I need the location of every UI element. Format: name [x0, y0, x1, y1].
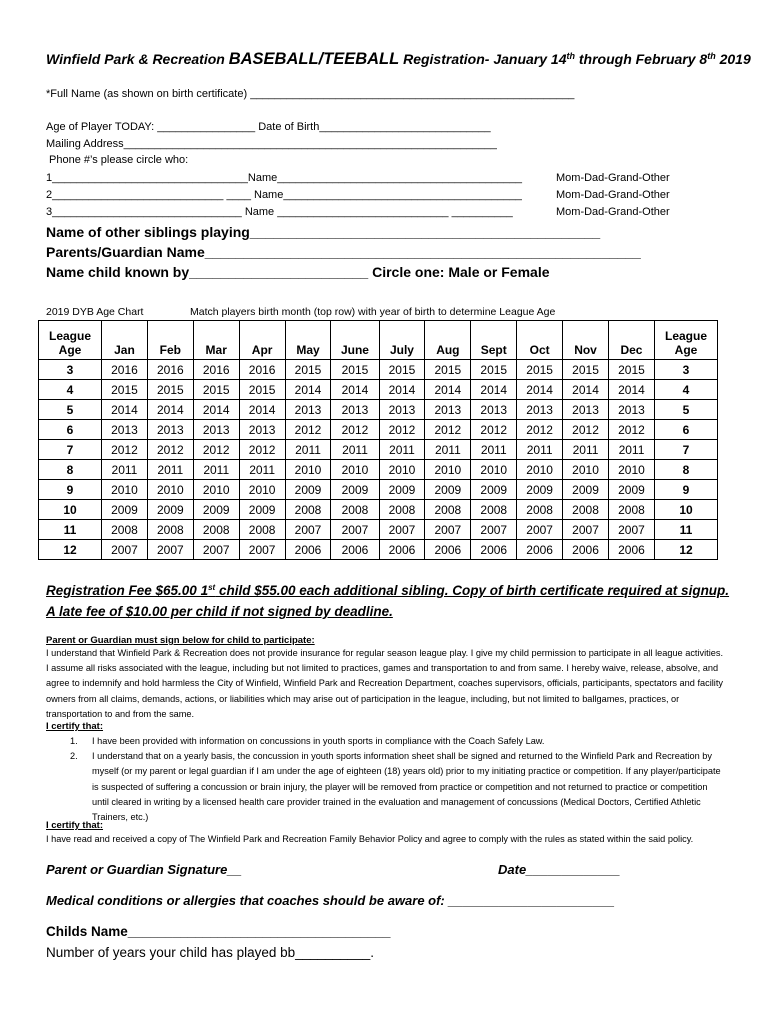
birth-year-cell: 2015	[471, 360, 517, 380]
phone-2-field[interactable]: 2____________________________ ____ Name_______________________________________	[46, 189, 522, 201]
birth-year-cell: 2007	[471, 520, 517, 540]
certify-heading-2: I certify that:	[46, 820, 104, 831]
birth-year-cell: 2014	[285, 380, 331, 400]
birth-year-cell: 2012	[331, 420, 379, 440]
certify-item-1-num: 1.	[70, 736, 78, 746]
birth-year-cell: 2013	[425, 400, 471, 420]
header-month: Mar	[193, 321, 239, 360]
birth-year-cell: 2014	[471, 380, 517, 400]
birth-year-cell: 2012	[239, 440, 285, 460]
header-league-label: League	[664, 329, 707, 343]
birth-year-cell: 2014	[608, 380, 654, 400]
header-month: Sept	[471, 321, 517, 360]
birth-year-cell: 2008	[471, 500, 517, 520]
league-age-cell: 7	[655, 440, 718, 460]
birth-year-cell: 2010	[102, 480, 148, 500]
birth-year-cell: 2010	[239, 480, 285, 500]
birth-year-cell: 2009	[425, 480, 471, 500]
birth-year-cell: 2016	[147, 360, 193, 380]
fee-line-1-sup: st	[208, 583, 216, 592]
phone-1-relation[interactable]: Mom-Dad-Grand-Other	[556, 172, 670, 184]
birth-year-cell: 2006	[608, 540, 654, 560]
league-age-cell: 9	[655, 480, 718, 500]
birth-year-cell: 2008	[563, 500, 609, 520]
birth-year-cell: 2011	[102, 460, 148, 480]
title-main: BASEBALL/TEEBALL	[228, 50, 400, 68]
birth-year-cell: 2016	[239, 360, 285, 380]
certify-heading-1: I certify that:	[46, 721, 104, 732]
birth-year-cell: 2008	[147, 520, 193, 540]
childs-name-field[interactable]: Childs Name___________________________________	[46, 924, 391, 939]
header-month: Dec	[608, 321, 654, 360]
birth-year-cell: 2015	[379, 360, 425, 380]
certify-item-2-text: I understand that on a yearly basis, the concussion in youth sports information sheet shall be signed and returned to the Winfield Park and Recreation by myself (or my parent or legal guardian if I am under the age of eighteen (18) years old) prior to my initiating practice or competition. If any player/participate is suspected of suffering a concussion or brain injury, the player will be removed from practice or competition and not returned to practice or competition until cleared in writing by a licensed health care provider trained in the evaluation and management of concussions (Medical Doctors, Certified Athletic Trainers, etc.)	[92, 751, 721, 823]
birth-year-cell: 2010	[608, 460, 654, 480]
birth-year-cell: 2013	[379, 400, 425, 420]
league-age-cell: 10	[39, 500, 102, 520]
header-league-age-left	[39, 321, 102, 360]
parent-signature-field[interactable]: Parent or Guardian Signature__	[46, 862, 242, 877]
birth-year-cell: 2015	[608, 360, 654, 380]
waiver-heading: Parent or Guardian must sign below for child to participate:	[46, 635, 315, 646]
table-row	[39, 380, 718, 400]
birth-year-cell: 2008	[193, 520, 239, 540]
birth-year-cell: 2013	[608, 400, 654, 420]
birth-year-cell: 2009	[285, 480, 331, 500]
birth-year-cell: 2006	[517, 540, 563, 560]
birth-year-cell: 2014	[517, 380, 563, 400]
birth-year-cell: 2009	[147, 500, 193, 520]
birth-year-cell: 2006	[471, 540, 517, 560]
table-row	[39, 480, 718, 500]
certify-item-2	[46, 749, 726, 825]
years-played-field[interactable]: Number of years your child has played bb__________.	[46, 945, 374, 960]
birth-year-cell: 2011	[425, 440, 471, 460]
league-age-cell: 7	[39, 440, 102, 460]
table-row	[39, 420, 718, 440]
birth-year-cell: 2015	[425, 360, 471, 380]
birth-year-cell: 2007	[147, 540, 193, 560]
league-age-cell: 3	[39, 360, 102, 380]
title-prefix: Winfield Park & Recreation	[46, 51, 229, 67]
birth-year-cell: 2006	[379, 540, 425, 560]
birth-year-cell: 2007	[193, 540, 239, 560]
birth-year-cell: 2006	[331, 540, 379, 560]
league-age-cell: 6	[655, 420, 718, 440]
birth-year-cell: 2010	[331, 460, 379, 480]
birth-year-cell: 2012	[147, 440, 193, 460]
birth-year-cell: 2009	[471, 480, 517, 500]
birth-year-cell: 2008	[379, 500, 425, 520]
birth-year-cell: 2009	[102, 500, 148, 520]
birth-year-cell: 2011	[379, 440, 425, 460]
birth-year-cell: 2007	[285, 520, 331, 540]
birth-year-cell: 2015	[563, 360, 609, 380]
league-age-cell: 12	[655, 540, 718, 560]
birth-year-cell: 2012	[563, 420, 609, 440]
birth-year-cell: 2007	[425, 520, 471, 540]
birth-year-cell: 2007	[331, 520, 379, 540]
full-name-field[interactable]: *Full Name (as shown on birth certificate) _____________________________________________________	[46, 88, 575, 100]
birth-year-cell: 2010	[285, 460, 331, 480]
birth-year-cell: 2014	[563, 380, 609, 400]
birth-year-cell: 2015	[517, 360, 563, 380]
phone-2-relation[interactable]: Mom-Dad-Grand-Other	[556, 189, 670, 201]
birth-year-cell: 2013	[471, 400, 517, 420]
birth-year-cell: 2012	[285, 420, 331, 440]
birth-year-cell: 2011	[147, 460, 193, 480]
league-age-cell: 11	[655, 520, 718, 540]
birth-year-cell: 2010	[517, 460, 563, 480]
league-age-cell: 12	[39, 540, 102, 560]
birth-year-cell: 2008	[239, 520, 285, 540]
birth-year-cell: 2011	[471, 440, 517, 460]
title-suffix-3: 2019	[715, 51, 751, 67]
mailing-address-field[interactable]: Mailing Address_____________________________________________________________	[46, 138, 497, 150]
birth-year-cell: 2009	[608, 480, 654, 500]
certify-item-1-text: I have been provided with information on concussions in youth sports in compliance with the Coach Safely Law.	[92, 736, 545, 746]
header-month: Jan	[102, 321, 148, 360]
header-age-label: Age	[674, 343, 698, 357]
league-age-cell: 8	[39, 460, 102, 480]
header-month: Aug	[425, 321, 471, 360]
birth-year-cell: 2009	[563, 480, 609, 500]
birth-year-cell: 2015	[193, 380, 239, 400]
birth-year-cell: 2007	[563, 520, 609, 540]
birth-year-cell: 2012	[517, 420, 563, 440]
fee-line-1	[46, 583, 729, 598]
fee-line-2: A late fee of $10.00 per child if not signed by deadline.	[46, 604, 393, 619]
birth-year-cell: 2016	[193, 360, 239, 380]
phone-3-field[interactable]: 3_______________________________ Name ____________________________ __________	[46, 206, 513, 218]
age-dob-field[interactable]: Age of Player TODAY: ________________ Date of Birth____________________________	[46, 121, 491, 133]
header-month: May	[285, 321, 331, 360]
league-age-cell: 10	[655, 500, 718, 520]
league-age-cell: 9	[39, 480, 102, 500]
birth-year-cell: 2013	[331, 400, 379, 420]
birth-year-cell: 2007	[239, 540, 285, 560]
title-sup-2: th	[707, 51, 716, 61]
birth-year-cell: 2009	[331, 480, 379, 500]
medical-conditions-field[interactable]: Medical conditions or allergies that coaches should be aware of: _______________________	[46, 893, 615, 908]
birth-year-cell: 2010	[471, 460, 517, 480]
header-month: Oct	[517, 321, 563, 360]
birth-year-cell: 2008	[608, 500, 654, 520]
table-row	[39, 520, 718, 540]
birth-year-cell: 2011	[563, 440, 609, 460]
phone-1-field[interactable]: 1________________________________Name________________________________________	[46, 172, 522, 184]
league-age-cell: 5	[655, 400, 718, 420]
fee-line-1a: Registration Fee $65.00 1	[46, 583, 209, 598]
title-sup-1: th	[566, 51, 575, 61]
phone-3-relation[interactable]: Mom-Dad-Grand-Other	[556, 206, 670, 218]
league-age-cell: 3	[655, 360, 718, 380]
birth-year-cell: 2010	[147, 480, 193, 500]
birth-year-cell: 2013	[193, 420, 239, 440]
policy-paragraph: I have read and received a copy of The Winfield Park and Recreation Family Behavior Policy and agree to comply with the rules as stated within the said policy.	[46, 834, 694, 844]
title-suffix-1: Registration- January 14	[399, 51, 567, 67]
header-month: June	[331, 321, 379, 360]
birth-year-cell: 2010	[563, 460, 609, 480]
form-title	[46, 50, 751, 69]
header-month: Feb	[147, 321, 193, 360]
birth-year-cell: 2014	[379, 380, 425, 400]
birth-year-cell: 2015	[102, 380, 148, 400]
birth-year-cell: 2015	[147, 380, 193, 400]
birth-year-cell: 2010	[379, 460, 425, 480]
birth-year-cell: 2014	[239, 400, 285, 420]
birth-year-cell: 2010	[425, 460, 471, 480]
certify-item-2-num: 2.	[70, 751, 78, 762]
table-row	[39, 460, 718, 480]
table-row	[39, 360, 718, 380]
table-row	[39, 540, 718, 560]
birth-year-cell: 2014	[193, 400, 239, 420]
header-month: July	[379, 321, 425, 360]
birth-year-cell: 2006	[563, 540, 609, 560]
birth-year-cell: 2009	[239, 500, 285, 520]
birth-year-cell: 2008	[102, 520, 148, 540]
table-row	[39, 500, 718, 520]
birth-year-cell: 2008	[331, 500, 379, 520]
date-field[interactable]: Date_____________	[498, 862, 621, 877]
birth-year-cell: 2014	[102, 400, 148, 420]
birth-year-cell: 2008	[285, 500, 331, 520]
chart-caption-left: 2019 DYB Age Chart	[46, 306, 144, 318]
birth-year-cell: 2008	[517, 500, 563, 520]
certify-list	[46, 734, 726, 825]
league-age-cell: 6	[39, 420, 102, 440]
birth-year-cell: 2016	[102, 360, 148, 380]
league-age-cell: 8	[655, 460, 718, 480]
siblings-field[interactable]: Name of other siblings playing_____________________________________________	[46, 224, 601, 240]
league-age-cell: 5	[39, 400, 102, 420]
birth-year-cell: 2013	[102, 420, 148, 440]
birth-year-cell: 2007	[102, 540, 148, 560]
birth-year-cell: 2014	[425, 380, 471, 400]
birth-year-cell: 2008	[425, 500, 471, 520]
birth-year-cell: 2011	[239, 460, 285, 480]
birth-year-cell: 2013	[563, 400, 609, 420]
birth-year-cell: 2009	[379, 480, 425, 500]
header-month: Apr	[239, 321, 285, 360]
birth-year-cell: 2014	[147, 400, 193, 420]
birth-year-cell: 2013	[517, 400, 563, 420]
fee-line-1b: child $55.00 each additional sibling. Copy of birth certificate required at signup.	[215, 583, 730, 598]
table-row	[39, 400, 718, 420]
age-chart-table	[38, 320, 718, 560]
birth-year-cell: 2014	[331, 380, 379, 400]
age-chart-header-row	[39, 321, 718, 360]
birth-year-cell: 2015	[285, 360, 331, 380]
header-league-label: League	[48, 329, 91, 343]
certify-item-1	[46, 734, 726, 749]
chart-caption-right: Match players birth month (top row) with year of birth to determine League Age	[190, 306, 556, 318]
birth-year-cell: 2012	[193, 440, 239, 460]
birth-year-cell: 2011	[517, 440, 563, 460]
birth-year-cell: 2012	[471, 420, 517, 440]
birth-year-cell: 2013	[147, 420, 193, 440]
birth-year-cell: 2011	[285, 440, 331, 460]
league-age-cell: 11	[39, 520, 102, 540]
header-month: Nov	[563, 321, 609, 360]
league-age-cell: 4	[655, 380, 718, 400]
title-suffix-2: through February 8	[574, 51, 708, 67]
birth-year-cell: 2009	[517, 480, 563, 500]
birth-year-cell: 2009	[193, 500, 239, 520]
birth-year-cell: 2011	[331, 440, 379, 460]
known-by-field[interactable]: Name child known by_______________________ Circle one: Male or Female	[46, 264, 550, 280]
birth-year-cell: 2012	[102, 440, 148, 460]
birth-year-cell: 2015	[331, 360, 379, 380]
birth-year-cell: 2006	[425, 540, 471, 560]
birth-year-cell: 2011	[193, 460, 239, 480]
birth-year-cell: 2012	[608, 420, 654, 440]
birth-year-cell: 2012	[425, 420, 471, 440]
waiver-paragraph: I understand that Winfield Park & Recreation does not provide insurance for regular season league play. I give my child permission to participate in all league activities. I assume all risks associated with the league, including but not limited to practices, games and transportation to and from same. I hereby waive, release, absolve, and agree to indemnify and hold harmless the City of Winfield, Winfield Park and Recreation Department, coaches supervisors, officials, participants, spectators and facility owners from all claims, demands, actions, or liabilities which may arise out of participation in the league, including, but not limited to ballgames, practices, or transportation to and from the same.	[46, 648, 724, 719]
birth-year-cell: 2007	[517, 520, 563, 540]
parents-guardian-field[interactable]: Parents/Guardian Name________________________________________________________	[46, 244, 641, 260]
phone-label: Phone #’s please circle who:	[49, 154, 189, 166]
age-chart-body	[39, 360, 718, 560]
birth-year-cell: 2006	[285, 540, 331, 560]
birth-year-cell: 2010	[193, 480, 239, 500]
birth-year-cell: 2011	[608, 440, 654, 460]
birth-year-cell: 2013	[239, 420, 285, 440]
birth-year-cell: 2013	[285, 400, 331, 420]
birth-year-cell: 2007	[608, 520, 654, 540]
birth-year-cell: 2012	[379, 420, 425, 440]
birth-year-cell: 2015	[239, 380, 285, 400]
league-age-cell: 4	[39, 380, 102, 400]
header-league-age-right	[655, 321, 718, 360]
table-row	[39, 440, 718, 460]
header-age-label: Age	[58, 343, 82, 357]
birth-year-cell: 2007	[379, 520, 425, 540]
